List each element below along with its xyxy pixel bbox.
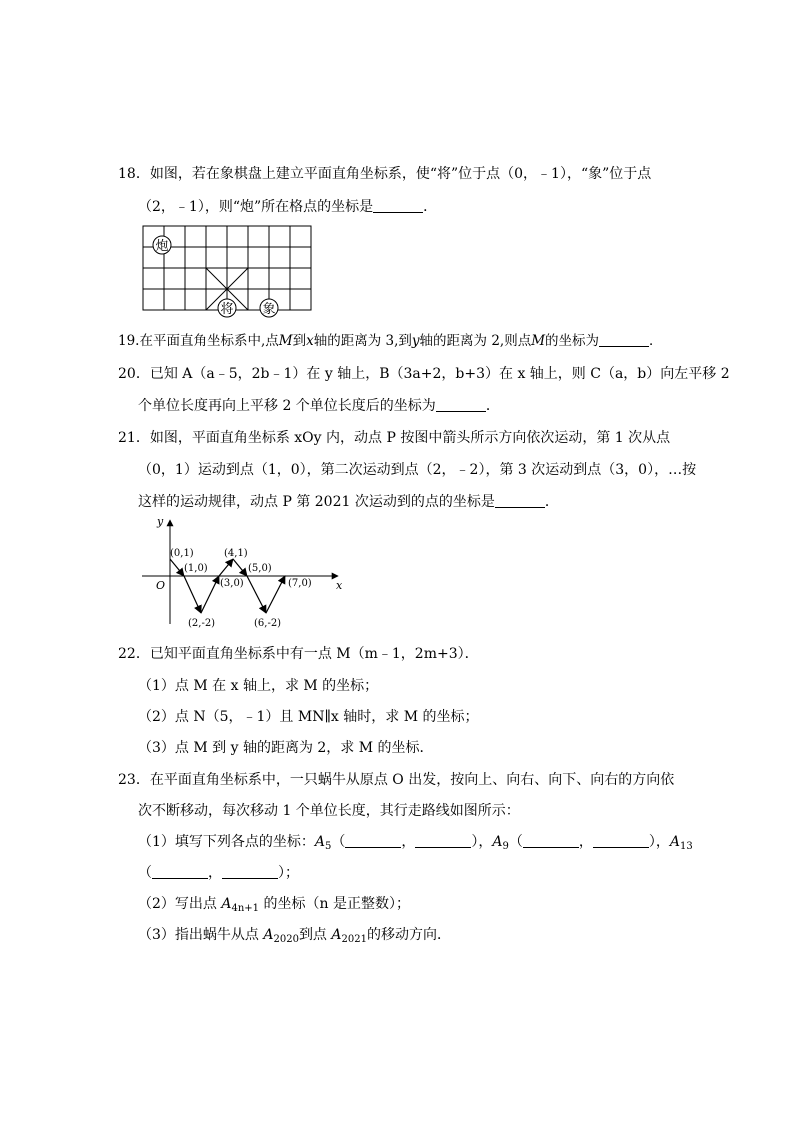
- point-label: (5,0): [248, 563, 272, 574]
- answer-blank[interactable]: [222, 864, 278, 879]
- y-axis-label: y: [157, 515, 164, 528]
- q23-line2: 次不断移动，每次移动 1 个单位长度，其行走路线如图所示：: [138, 803, 520, 819]
- point-label: (3,0): [220, 578, 244, 589]
- q23-part3: （3）指出蜗牛从点 $A_{2020}$到点 $A_{2021}$的移动方向．: [138, 927, 451, 945]
- q23-line1: 23．在平面直角坐标系中，一只蜗牛从原点 O 出发，按向上、向右、向下、向右的方向依: [118, 772, 675, 788]
- q20-line1: 20．已知 A（a﹣5，2b﹣1）在 y 轴上，B（3a+2，b+3）在 x 轴上，则 C（a，b）向左平移 2: [118, 366, 730, 382]
- q21-line2: （0，1）运动到点（1，0），第二次运动到点（2，﹣2），第 3 次运动到点（3，0），…按: [138, 462, 697, 478]
- q22-part2: （2）点 N（5，﹣1）且 MN∥x 轴时，求 M 的坐标；: [138, 709, 479, 725]
- q21-line1: 21．如图，平面直角坐标系 xOy 内，动点 P 按图中箭头所示方向依次运动，第 1 次从点: [118, 430, 671, 446]
- q22-line1: 22．已知平面直角坐标系中有一点 M（m﹣1，2m+3）．: [118, 646, 479, 662]
- answer-blank[interactable]: [345, 833, 401, 848]
- svg-text:象: 象: [262, 302, 276, 317]
- answer-blank[interactable]: [599, 332, 649, 347]
- point-label: (0,1): [170, 548, 194, 559]
- motion-graph-figure: [140, 512, 352, 634]
- piece-xiang: [260, 299, 278, 317]
- piece-pao: [153, 236, 171, 254]
- piece-jiang: [218, 299, 236, 317]
- q19-line: 19.在平面直角坐标系中,点M到x轴的距离为 3,到y轴的距离为 2,则点M的坐标为 ．: [118, 333, 663, 349]
- q23-part1: （1）填写下列各点的坐标：$A_5$（ ， ），$A_9$（ ， ），$A_{13}$: [138, 834, 693, 852]
- answer-blank[interactable]: [415, 833, 471, 848]
- q21-line3: 这样的运动规律，动点 P 第 2021 次运动到的点的坐标是 ．: [138, 494, 559, 510]
- svg-text:炮: 炮: [155, 239, 169, 254]
- q22-part1: （1）点 M 在 x 轴上，求 M 的坐标；: [138, 678, 379, 694]
- answer-blank[interactable]: [436, 397, 486, 412]
- q22-part3: （3）点 M 到 y 轴的距离为 2，求 M 的坐标．: [138, 740, 434, 756]
- q18-line1: 18．如图，若在象棋盘上建立平面直角坐标系，使“将”位于点（0，﹣1），“象”位于点: [118, 166, 652, 182]
- origin-label: O: [156, 579, 166, 592]
- x-axis-label: x: [336, 579, 343, 592]
- chessboard-figure: [140, 224, 316, 320]
- point-label: (1,0): [184, 563, 208, 574]
- svg-text:将: 将: [220, 302, 234, 317]
- point-label: (4,1): [224, 548, 248, 559]
- q23-part2: （2）写出点 $A_{4n+1}$ 的坐标（n 是正整数）；: [138, 896, 410, 914]
- point-label: (6,-2): [254, 618, 282, 629]
- point-label: (2,-2): [188, 618, 216, 629]
- answer-blank[interactable]: [495, 493, 545, 508]
- q23-part1-cont: （ ， ）；: [138, 865, 299, 881]
- q20-line2: 个单位长度再向上平移 2 个单位长度后的坐标为 ．: [138, 398, 500, 414]
- answer-blank[interactable]: [152, 864, 208, 879]
- point-label: (7,0): [288, 578, 312, 589]
- answer-blank[interactable]: [373, 198, 423, 213]
- answer-blank[interactable]: [593, 833, 649, 848]
- answer-blank[interactable]: [523, 833, 579, 848]
- q18-line2: （2，﹣1），则“炮”所在格点的坐标是 ．: [138, 199, 438, 215]
